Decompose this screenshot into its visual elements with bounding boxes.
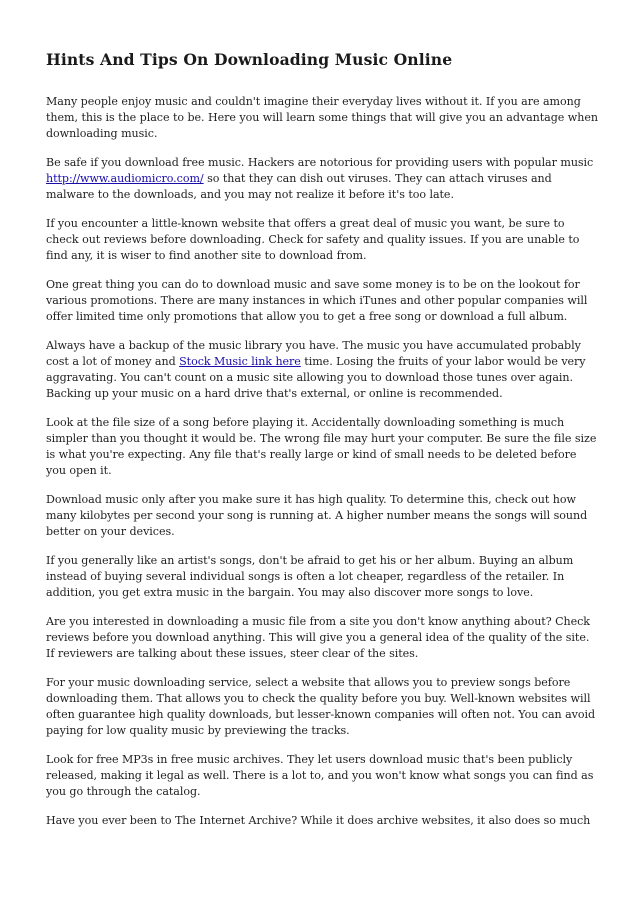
paragraph-backup [46, 338, 598, 402]
paragraph-text: Always have a backup of the music library you have. The music you have accumulated probably cost a lot of money and [46, 339, 581, 368]
stock-music-link[interactable]: Stock Music link here [179, 355, 301, 368]
paragraph-preview: For your music downloading service, select a website that allows you to preview songs before downloading them. That allows you to check the quality before you buy. Well-known websites will often guarantee high quality downloads, but lesser-known companies will often not. You can avoid paying for low quality music by previewing the tracks. [46, 676, 596, 737]
paragraph-promotions: One great thing you can do to download music and save some money is to be on the lookout for various promotions. There are many instances in which iTunes and other popular companies will offer limited time only promotions that allow you to get a free song or download a full album. [46, 278, 588, 323]
paragraph-unknown-site: Are you interested in downloading a music file from a site you don't know anything about? Check reviews before you download anything. This will give you a general idea of the quality of the site. If reviewers are talking about these issues, steer clear of the sites. [46, 615, 590, 660]
paragraph-text: time. Losing the fruits of your labor would be very aggravating. You can't count on a music site allowing you to download those tunes over again. Backing up your music on a hard drive that's external, or online is recommended. [46, 355, 586, 400]
paragraph-intro: Many people enjoy music and couldn't imagine their everyday lives without it. If you are among them, this is the place to be. Here you will learn some things that will give you an advantage when downloading music. [46, 95, 598, 140]
paragraph-safety [46, 155, 598, 203]
paragraph-text: so that they can dish out viruses. They can attach viruses and malware to the downloads, and you may not realize it before it's too late. [46, 172, 552, 201]
page-title: Hints And Tips On Downloading Music Online [46, 50, 453, 69]
paragraph-text: Be safe if you download free music. Hackers are notorious for providing users with popular music [46, 156, 594, 169]
paragraph-reviews: If you encounter a little-known website that offers a great deal of music you want, be sure to check out reviews before downloading. Check for safety and quality issues. If you are unable to find any, it is wiser to find another site to download from. [46, 217, 580, 262]
paragraph-free-mp3: Look for free MP3s in free music archives. They let users download music that's been publicly released, making it legal as well. There is a lot to, and you won't know what songs you can find as you go through the catalog. [46, 753, 594, 798]
paragraph-quality: Download music only after you make sure it has high quality. To determine this, check out how many kilobytes per second your song is running at. A higher number means the songs will sound better on your devices. [46, 493, 588, 538]
audiomicro-link[interactable]: http://www.audiomicro.com/ [46, 172, 204, 185]
paragraph-file-size: Look at the file size of a song before playing it. Accidentally downloading something is much simpler than you thought it would be. The wrong file may hurt your computer. Be sure the file size is what you're expecting. Any file that's really large or kind of small needs to be deleted before you open it. [46, 416, 597, 477]
paragraph-internet-archive: Have you ever been to The Internet Archive? While it does archive websites, it also does so much [46, 814, 591, 827]
paragraph-album: If you generally like an artist's songs, don't be afraid to get his or her album. Buying an album instead of buying several individual songs is often a lot cheaper, regardless of the retailer. In addition, you get extra music in the bargain. You may also discover more songs to love. [46, 554, 574, 599]
